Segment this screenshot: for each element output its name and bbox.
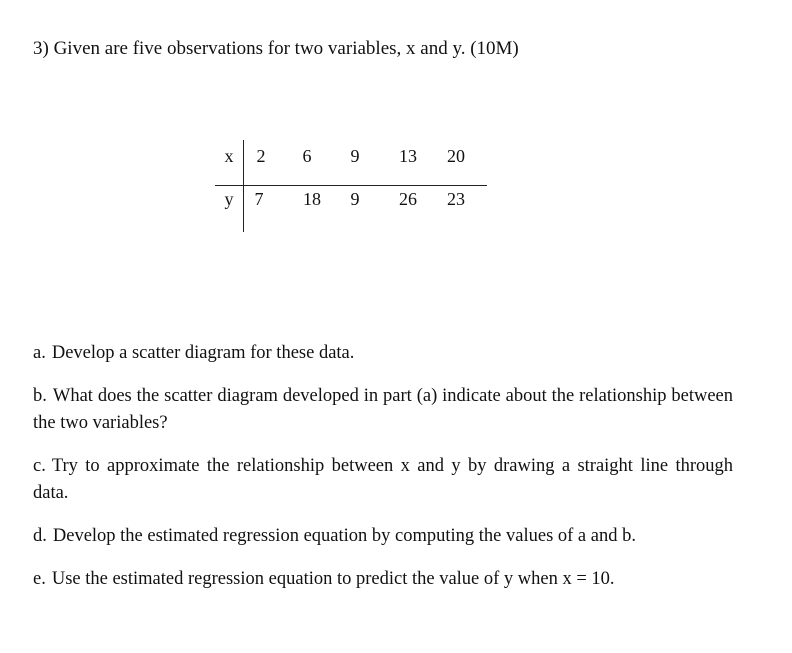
part-c xyxy=(33,453,733,507)
table-y-value: 9 xyxy=(350,189,360,209)
table-x-value: 9 xyxy=(350,146,360,166)
table-horizontal-rule xyxy=(215,185,487,186)
table-x-value: 2 xyxy=(256,146,266,166)
table-y-label: y xyxy=(224,189,234,209)
part-text: Try to approximate the relationship between x and y by drawing a straight line through data. xyxy=(33,456,733,503)
part-label: d. xyxy=(33,526,47,546)
question-number: 3) xyxy=(33,38,49,59)
table-y-value: 26 xyxy=(399,189,417,209)
part-text: What does the scatter diagram developed in part (a) indicate about the relationship between the two variables? xyxy=(33,386,733,433)
table-x-value: 13 xyxy=(399,146,417,166)
part-a xyxy=(33,340,733,367)
table-x-value: 20 xyxy=(447,146,465,166)
part-d xyxy=(33,523,733,550)
part-label: e. xyxy=(33,569,46,589)
table-vertical-rule xyxy=(243,140,244,232)
table-x-value: 6 xyxy=(302,146,312,166)
part-text: Develop a scatter diagram for these data. xyxy=(51,343,355,363)
question-heading xyxy=(33,38,519,60)
part-label: c. xyxy=(33,456,46,476)
part-b xyxy=(33,383,733,437)
data-table xyxy=(215,140,487,232)
question-text: Given are five observations for two variables, x and y. (10M) xyxy=(53,38,519,59)
part-text: Use the estimated regression equation to predict the value of y when x = 10. xyxy=(51,569,615,589)
part-label: a. xyxy=(33,343,46,363)
part-label: b. xyxy=(33,386,47,406)
table-y-value: 23 xyxy=(447,189,465,209)
part-text: Develop the estimated regression equation by computing the values of a and b. xyxy=(52,526,636,546)
table-x-label: x xyxy=(224,146,234,166)
part-e xyxy=(33,566,733,593)
table-y-value: 7 xyxy=(254,189,264,209)
table-y-value: 18 xyxy=(303,189,321,209)
